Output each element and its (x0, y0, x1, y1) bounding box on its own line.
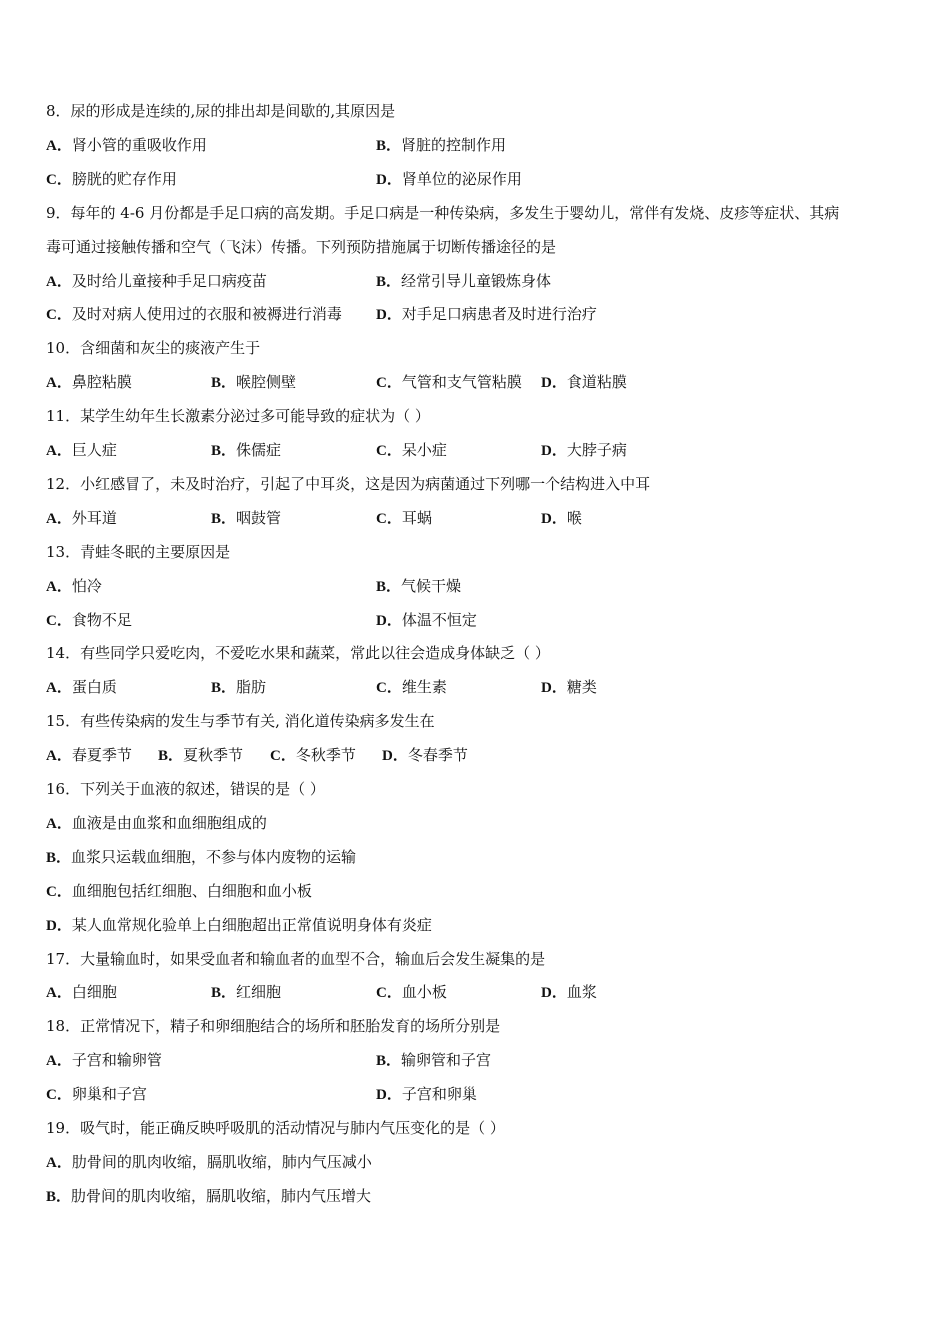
option-a[interactable] (46, 1152, 372, 1171)
option-c[interactable] (270, 748, 356, 764)
option-letter: B． (158, 748, 184, 765)
option-b[interactable] (376, 271, 552, 290)
option-text: 对手足口病患者及时进行治疗 (401, 305, 597, 324)
option-letter: C． (46, 612, 72, 629)
option-b[interactable] (211, 508, 282, 527)
option-text: 肾脏的控制作用 (401, 135, 507, 154)
option-text: 子宫和卵巢 (401, 1085, 477, 1104)
option-letter: A． (46, 137, 72, 154)
option-b[interactable] (211, 680, 266, 696)
option-a[interactable] (46, 443, 117, 459)
question-stem: 10．含细菌和灰尘的痰液产生于 (46, 339, 261, 358)
option-letter: B． (211, 510, 237, 527)
question-stem: 9．每年的 4-6 月份都是手足口病的高发期。手足口病是一种传染病，多发生于婴幼儿，常伴有发烧、皮疹等症状、其病 (46, 203, 840, 222)
option-letter: D． (376, 307, 402, 324)
option-text: 大脖子病 (566, 441, 627, 459)
option-a[interactable] (46, 375, 132, 391)
option-b[interactable] (376, 135, 507, 154)
option-b[interactable] (46, 847, 357, 866)
option-letter: A． (46, 748, 72, 765)
option-text: 维生素 (401, 678, 447, 697)
option-d[interactable] (376, 1087, 477, 1103)
option-letter: B． (211, 443, 237, 459)
option-c[interactable] (376, 680, 447, 696)
option-b[interactable] (211, 985, 281, 1001)
option-letter: A． (46, 1053, 72, 1070)
option-text: 血细胞包括红细胞、白细胞和血小板 (71, 881, 312, 900)
option-text: 体温不恒定 (401, 610, 477, 629)
option-d[interactable] (46, 915, 432, 934)
option-text: 肋骨间的肌肉收缩，膈肌收缩，肺内气压减小 (71, 1152, 372, 1171)
option-a[interactable] (46, 748, 132, 764)
option-letter: C． (376, 443, 402, 459)
option-text: 食道粘膜 (566, 373, 627, 392)
question-stem: 8．尿的形成是连续的,尿的排出却是间歇的,其原因是 (46, 102, 396, 120)
option-text: 蛋白质 (71, 678, 117, 697)
option-letter: B． (211, 680, 237, 697)
option-text: 鼻腔粘膜 (71, 373, 132, 392)
option-d[interactable] (382, 748, 468, 764)
option-text: 冬春季节 (407, 746, 468, 765)
option-letter: C． (46, 171, 72, 188)
option-d[interactable] (541, 985, 597, 1001)
option-b[interactable] (376, 576, 462, 595)
option-text: 膀胱的贮存作用 (71, 169, 177, 188)
option-text: 喉腔侧壁 (236, 373, 297, 392)
option-c[interactable] (46, 307, 342, 323)
option-text: 血液是由血浆和血细胞组成的 (71, 813, 267, 832)
option-letter: D． (541, 985, 567, 1002)
option-text: 及时给儿童接种手足口病疫苗 (71, 271, 267, 290)
option-letter: B． (376, 1053, 402, 1070)
option-letter: D． (376, 1087, 402, 1104)
option-letter: A． (46, 443, 72, 459)
option-d[interactable] (376, 307, 597, 323)
option-letter: C． (46, 883, 72, 900)
option-letter: D． (382, 748, 408, 765)
option-text: 糖类 (566, 678, 597, 697)
option-letter: A． (46, 815, 72, 832)
question-stem: 19．吸气时，能正确反映呼吸肌的活动情况与肺内气压变化的是（ ） (46, 1119, 505, 1137)
option-letter: A． (46, 1154, 72, 1171)
option-letter: B． (211, 985, 237, 1002)
option-text: 气管和支气管粘膜 (401, 373, 522, 392)
option-d[interactable] (376, 610, 477, 629)
option-text: 血浆 (566, 983, 597, 1002)
option-c[interactable] (46, 1087, 147, 1103)
option-b[interactable] (158, 748, 243, 764)
option-c[interactable] (46, 610, 132, 629)
option-c[interactable] (376, 443, 447, 459)
question-stem: 11．某学生幼年生长激素分泌过多可能导致的症状为（ ） (46, 407, 430, 426)
option-text: 气候干燥 (401, 576, 462, 595)
option-letter: B． (376, 273, 402, 290)
option-text: 食物不足 (71, 610, 132, 629)
question-stem: 13．青蛙冬眠的主要原因是 (46, 542, 231, 561)
option-letter: A． (46, 578, 72, 595)
question-stem: 17．大量输血时，如果受血者和输血者的血型不合，输血后会发生凝集的是 (46, 949, 546, 968)
option-c[interactable] (376, 985, 447, 1001)
option-b[interactable] (376, 1053, 491, 1069)
option-text: 输卵管和子宫 (401, 1051, 492, 1070)
option-a[interactable] (46, 508, 117, 527)
option-d[interactable] (541, 680, 597, 696)
option-letter: D． (46, 917, 72, 934)
option-c[interactable] (46, 169, 177, 188)
option-d[interactable] (541, 375, 627, 391)
question-stem: 15．有些传染病的发生与季节有关, 消化道传染病多发生在 (46, 712, 435, 731)
option-text: 侏儒症 (236, 441, 282, 459)
option-a[interactable] (46, 271, 267, 290)
option-letter: B． (46, 849, 72, 866)
option-letter: A． (46, 680, 72, 697)
option-text: 外耳道 (71, 508, 117, 527)
option-text: 耳蜗 (401, 508, 432, 527)
option-d[interactable] (376, 169, 522, 188)
option-letter: C． (270, 748, 296, 765)
question-stem: 16．下列关于血液的叙述，错误的是（ ） (46, 780, 325, 798)
option-letter: C． (46, 307, 72, 324)
option-text: 怕冷 (71, 576, 102, 595)
option-letter: D． (541, 375, 567, 392)
option-letter: A． (46, 273, 72, 290)
option-text: 血小板 (401, 983, 447, 1002)
option-text: 及时对病人使用过的衣服和被褥进行消毒 (71, 305, 342, 324)
option-letter: D． (541, 680, 567, 697)
option-b[interactable] (211, 375, 296, 391)
option-text: 喉 (566, 508, 582, 527)
option-letter: B． (211, 375, 237, 392)
option-text: 呆小症 (401, 441, 447, 459)
option-text: 肾小管的重吸收作用 (71, 135, 207, 154)
option-letter: D． (541, 443, 567, 459)
option-letter: C． (376, 680, 402, 697)
option-text: 脂肪 (236, 678, 267, 697)
option-letter: C． (376, 375, 402, 392)
option-a[interactable] (46, 680, 117, 696)
option-a[interactable] (46, 135, 207, 154)
option-letter: B． (46, 1188, 72, 1205)
option-b[interactable] (46, 1186, 372, 1205)
option-a[interactable] (46, 1053, 162, 1069)
option-text: 咽鼓管 (236, 508, 282, 527)
question-stem: 12．小红感冒了，未及时治疗，引起了中耳炎，这是因为病菌通过下列哪一个结构进入中耳 (46, 474, 651, 493)
option-d[interactable] (541, 443, 627, 459)
option-c[interactable] (46, 881, 312, 900)
option-text: 子宫和输卵管 (71, 1051, 162, 1070)
option-text: 白细胞 (71, 983, 117, 1002)
option-text: 肋骨间的肌肉收缩，膈肌收缩，肺内气压增大 (71, 1186, 372, 1205)
option-letter: C． (376, 985, 402, 1002)
option-letter: A． (46, 375, 72, 392)
question-stem: 14．有些同学只爱吃肉，不爱吃水果和蔬菜，常此以往会造成身体缺乏（ ） (46, 644, 550, 663)
option-text: 肾单位的泌尿作用 (401, 169, 522, 188)
option-text: 卵巢和子宫 (71, 1085, 147, 1104)
option-a[interactable] (46, 576, 102, 595)
option-text: 冬秋季节 (295, 746, 356, 765)
option-d[interactable] (541, 508, 582, 527)
option-text: 春夏季节 (71, 746, 132, 765)
option-letter: B． (376, 137, 402, 154)
option-a[interactable] (46, 985, 117, 1001)
option-letter: C． (376, 510, 402, 527)
option-a[interactable] (46, 813, 267, 832)
option-b[interactable] (211, 443, 281, 459)
question-stem: 18．正常情况下，精子和卵细胞结合的场所和胚胎发育的场所分别是 (46, 1017, 501, 1036)
option-c[interactable] (376, 508, 432, 527)
option-letter: C． (46, 1087, 72, 1104)
option-letter: D． (376, 171, 402, 188)
option-text: 巨人症 (71, 441, 117, 459)
option-text: 夏秋季节 (183, 746, 244, 765)
option-text: 血浆只运载血细胞，不参与体内废物的运输 (71, 847, 357, 866)
option-text: 经常引导儿童锻炼身体 (401, 271, 552, 290)
option-letter: A． (46, 510, 72, 527)
option-letter: D． (376, 612, 402, 629)
option-letter: B． (376, 578, 402, 595)
option-letter: D． (541, 510, 567, 527)
question-stem: 毒可通过接触传播和空气（飞沫）传播。下列预防措施属于切断传播途径的是 (46, 237, 557, 256)
option-text: 红细胞 (236, 983, 282, 1002)
option-c[interactable] (376, 375, 522, 391)
option-text: 某人血常规化验单上白细胞超出正常值说明身体有炎症 (71, 915, 432, 934)
option-letter: A． (46, 985, 72, 1002)
